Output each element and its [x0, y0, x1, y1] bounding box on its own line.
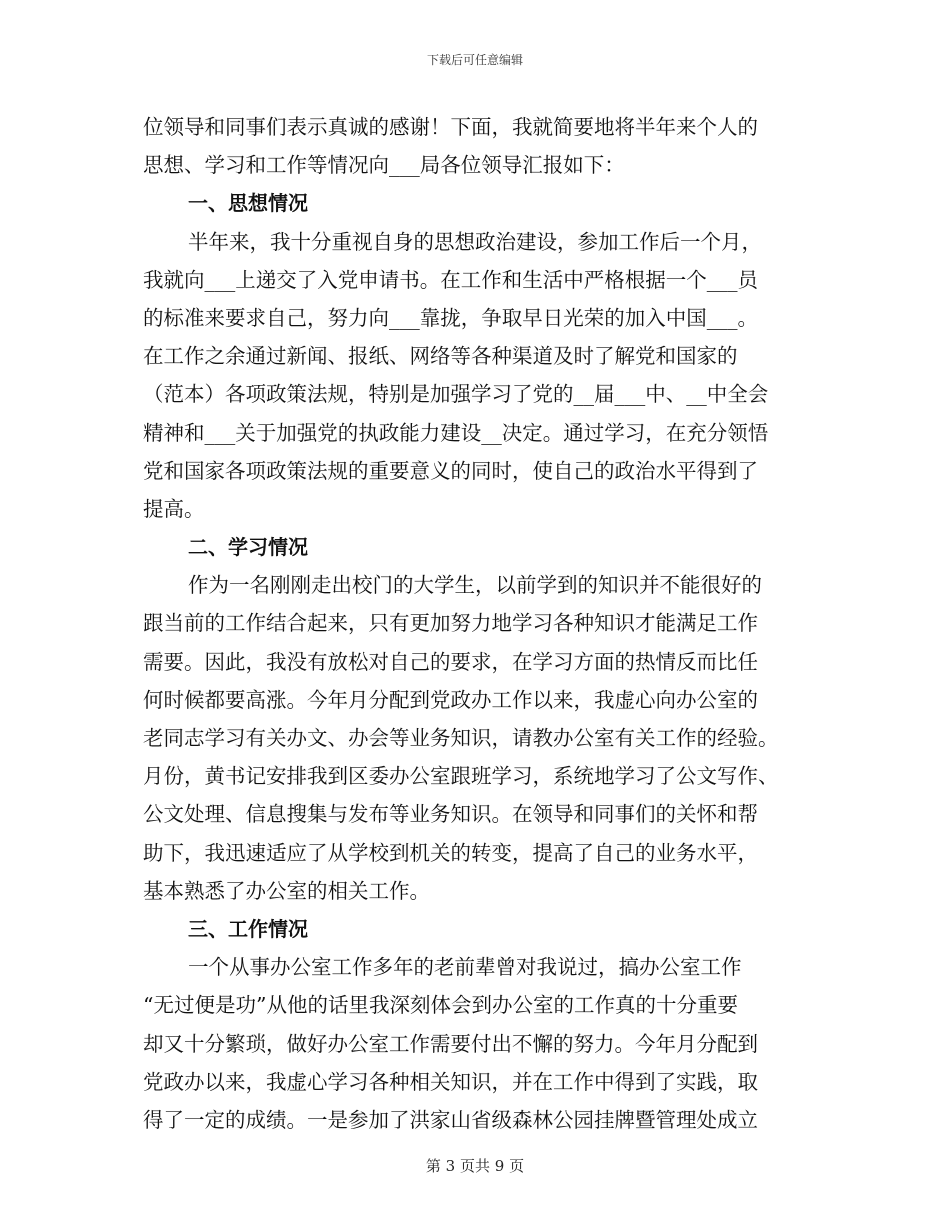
text-line: 的标准来要求自己，努力向___靠拢，争取早日光荣的加入中国___。: [143, 305, 758, 330]
text-line: 精神和___关于加强党的执政能力建设__决定。通过学习，在充分领悟: [143, 420, 769, 445]
text-line: 公文处理、信息搜集与发布等业务知识。在领导和同事们的关怀和帮: [143, 802, 758, 827]
text-line: 党政办以来，我虚心学习各种相关知识，并在工作中得到了实践，取: [143, 1069, 758, 1094]
page-footer: 第 3 页共 9 页: [425, 1157, 525, 1175]
text-line: 作为一名刚刚走出校门的大学生，以前学到的知识并不能很好的: [188, 573, 762, 598]
text-line: “无过便是功”从他的话里我深刻体会到办公室的工作真的十分重要: [143, 993, 738, 1018]
page-header: 下载后可任意编辑: [426, 53, 523, 67]
text-line: 老同志学习有关办文、办会等业务知识，请教办公室有关工作的经验。: [143, 726, 779, 750]
text-line: 何时候都要高涨。今年月分配到党政办工作以来，我虚心向办公室的: [143, 687, 758, 712]
section-heading: 一、思想情况: [188, 191, 308, 216]
text-line: 一个从事办公室工作多年的老前辈曾对我说过，搞办公室工作: [188, 955, 742, 980]
text-line: 得了一定的成绩。一是参加了洪家山省级森林公园挂牌暨管理处成立: [143, 1107, 758, 1132]
text-line: （范本）各项政策法规，特别是加强学习了党的__届___中、__中全会: [143, 382, 769, 407]
text-line: 党和国家各项政策法规的重要意义的同时，使自己的政治水平得到了: [143, 458, 758, 483]
text-line: 半年来，我十分重视自身的思想政治建设，参加工作后一个月，: [188, 229, 762, 254]
text-line: 基本熟悉了办公室的相关工作。: [143, 878, 430, 903]
text-line: 提高。: [143, 496, 205, 521]
document-body: [143, 108, 808, 1139]
text-line: 思想、学习和工作等情况向___局各位领导汇报如下：: [143, 153, 625, 178]
text-line: 月份，黄书记安排我到区委办公室跟班学习，系统地学习了公文写作、: [143, 764, 779, 789]
text-line: 在工作之余通过新闻、报纸、网络等各种渠道及时了解党和国家的: [143, 344, 738, 369]
text-line: 助下，我迅速适应了从学校到机关的转变，提高了自己的业务水平，: [143, 840, 758, 865]
section-heading: 三、工作情况: [188, 916, 308, 941]
text-line: 需要。因此，我没有放松对自己的要求，在学习方面的热情反而比任: [143, 649, 758, 674]
text-line: 却又十分繁琐，做好办公室工作需要付出不懈的努力。今年月分配到: [143, 1031, 758, 1056]
section-heading: 二、学习情况: [188, 535, 308, 560]
text-line: 我就向___上递交了入党申请书。在工作和生活中严格根据一个___员: [143, 267, 758, 292]
text-line: 跟当前的工作结合起来，只有更加努力地学习各种知识才能满足工作: [143, 611, 758, 636]
text-line: 位领导和同事们表示真诚的感谢！下面，我就简要地将半年来个人的: [143, 115, 758, 139]
